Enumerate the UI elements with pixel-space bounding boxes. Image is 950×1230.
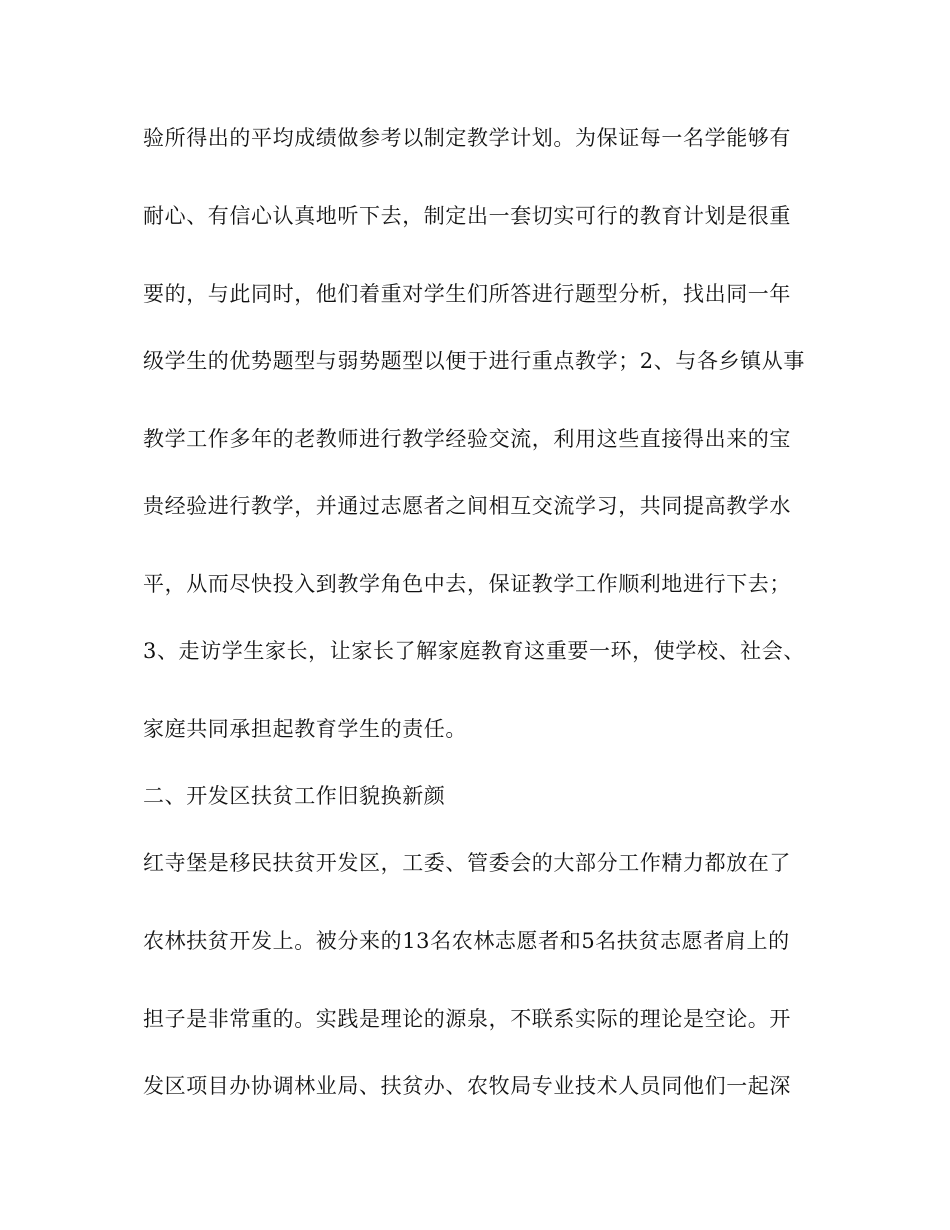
paragraph-2-line-3: 担子是非常重的。实践是理论的源泉，不联系实际的理论是空论。开 <box>143 1007 791 1031</box>
paragraph-2-line-4: 发区项目办协调林业局、扶贫办、农牧局专业技术人员同他们一起深 <box>143 1074 791 1098</box>
paragraph-1-line-8: 3、走访学生家长，让家长了解家庭教育这重要一环，使学校、社会、 <box>143 639 805 663</box>
paragraph-1-line-1: 验所得出的平均成绩做参考以制定教学计划。为保证每一名学能够有 <box>143 126 791 150</box>
paragraph-2-line-2: 农林扶贫开发上。被分来的13名农林志愿者和5名扶贫志愿者肩上的 <box>143 929 790 953</box>
paragraph-1-line-5: 教学工作多年的老教师进行教学经验交流，利用这些直接得出来的宝 <box>143 427 791 451</box>
paragraph-1-line-6: 贵经验进行教学，并通过志愿者之间相互交流学习，共同提高教学水 <box>143 494 791 518</box>
paragraph-1-line-3: 要的，与此同时，他们着重对学生们所答进行题型分析，找出同一年 <box>143 282 791 306</box>
paragraph-2-line-1: 红寺堡是移民扶贫开发区，工委、管委会的大部分工作精力都放在了 <box>143 851 791 875</box>
section-heading: 二、开发区扶贫工作旧貌换新颜 <box>143 784 446 808</box>
paragraph-1-line-2: 耐心、有信心认真地听下去，制定出一套切实可行的教育计划是很重 <box>143 204 791 228</box>
paragraph-1-line-7: 平，从而尽快投入到教学角色中去，保证教学工作顺利地进行下去； <box>143 572 791 596</box>
paragraph-1-line-9: 家庭共同承担起教育学生的责任。 <box>143 717 467 741</box>
paragraph-1-line-4: 级学生的优势题型与弱势题型以便于进行重点教学；2、与各乡镇从事 <box>143 349 805 373</box>
